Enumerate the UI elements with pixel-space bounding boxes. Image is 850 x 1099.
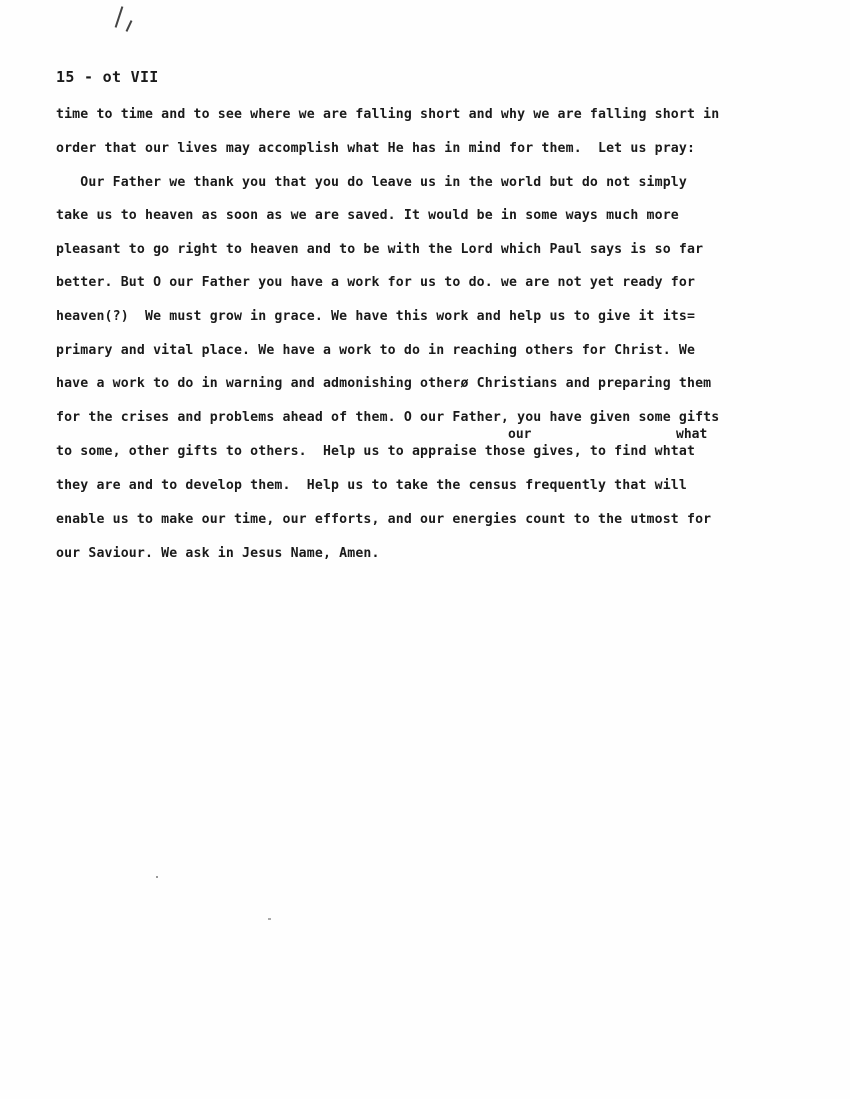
text-line: better. But O our Father you have a work for us to do. we are not yet ready for — [56, 275, 696, 290]
page-header: 15 - ot VII — [56, 68, 159, 86]
text-line: order that our lives may accomplish what He has in mind for them. Let us pray: — [56, 141, 696, 156]
text-line: have a work to do in warning and admonishing otherø Christians and preparing them — [56, 376, 712, 391]
speck — [268, 918, 271, 920]
text-line: enable us to make our time, our efforts, and our energies count to the utmost for — [56, 512, 712, 527]
interlinear-insertion: our — [508, 427, 532, 442]
text-line: to some, other gifts to others. Help us to appraise those gives, to find whtat — [56, 444, 696, 459]
text-line: our Saviour. We ask in Jesus Name, Amen. — [56, 546, 380, 561]
text-line: for the crises and problems ahead of them. O our Father, you have given some gifts — [56, 410, 720, 425]
interlinear-insertion: what — [676, 427, 708, 442]
text-line: heaven(?) We must grow in grace. We have this work and help us to give it its= — [56, 309, 696, 324]
pen-mark — [126, 20, 133, 32]
speck — [156, 876, 158, 878]
text-line: take us to heaven as soon as we are saved. It would be in some ways much more — [56, 208, 679, 223]
text-line: they are and to develop them. Help us to take the census frequently that will — [56, 478, 687, 493]
text-line: primary and vital place. We have a work to do in reaching others for Christ. We — [56, 343, 696, 358]
pen-mark — [115, 6, 124, 28]
text-line: time to time and to see where we are falling short and why we are falling short in — [56, 107, 720, 122]
text-line: Our Father we thank you that you do leave us in the world but do not simply — [56, 175, 687, 190]
text-line: pleasant to go right to heaven and to be with the Lord which Paul says is so far — [56, 242, 704, 257]
